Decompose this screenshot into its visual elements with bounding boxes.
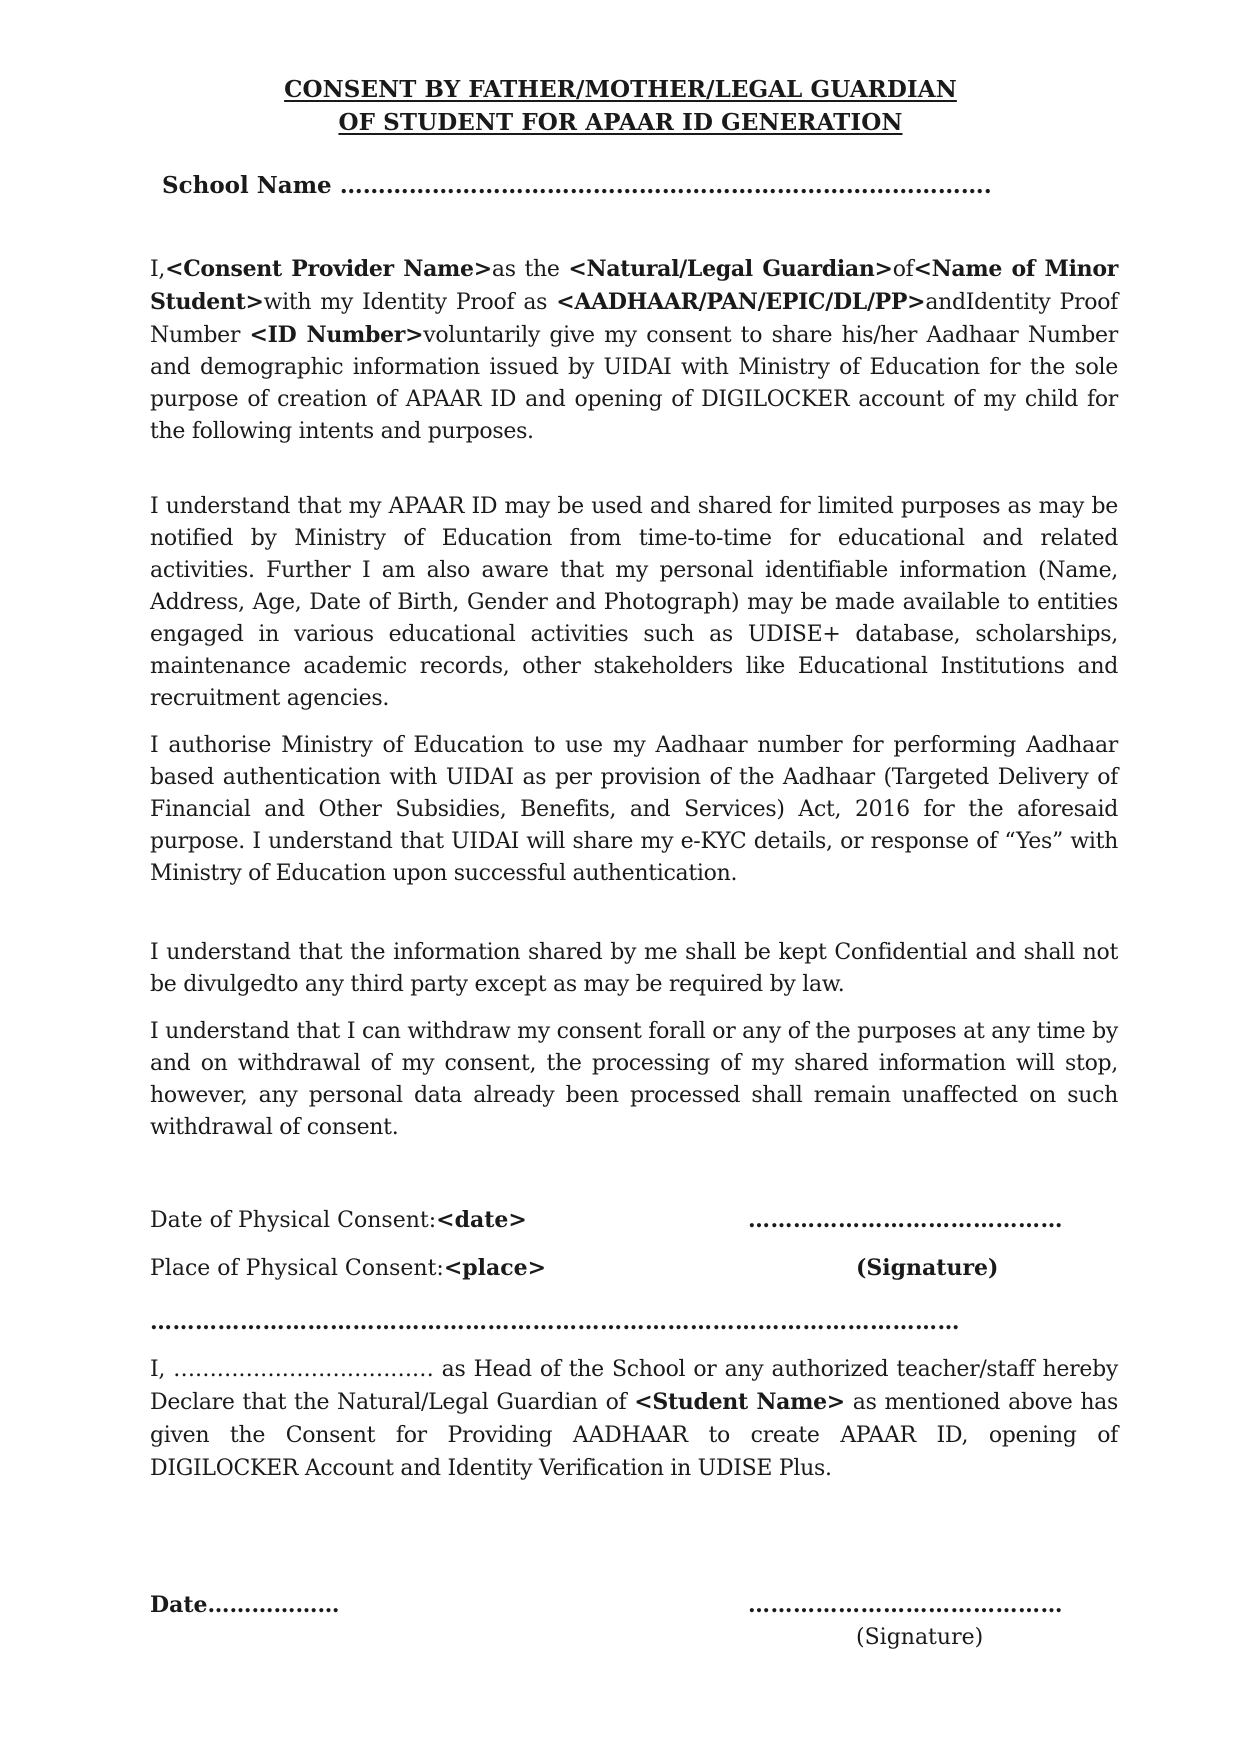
- consent-text-5: andIdentity Proof Number: [150, 290, 1118, 348]
- consent-text-3: of: [892, 257, 914, 282]
- place-of-physical-consent-label: Place of Physical Consent:: [150, 1256, 444, 1281]
- school-name-blank: ………………………………………………………………………….: [339, 172, 992, 199]
- head-signature-line: ……………………………………: [748, 1592, 1063, 1618]
- school-name-label: School Name: [162, 172, 332, 199]
- head-declaration-paragraph: [150, 1353, 1118, 1485]
- guardian-type-placeholder: <Natural/Legal Guardian>: [568, 256, 893, 282]
- section-separator: ………………………………………………………………………………………………: [150, 1309, 960, 1335]
- date-placeholder: <date>: [436, 1207, 527, 1233]
- student-name-placeholder: <Student Name>: [634, 1389, 845, 1415]
- consent-provider-placeholder: <Consent Provider Name>: [165, 256, 492, 282]
- guardian-signature-line: ……………………………………: [748, 1207, 1063, 1233]
- declaration-text-2: as mentioned above has given the Consent for Providing AADHAAR to create APAAR ID, opening of DIGILOCKER Account and Identity Verification in UDISE Plus.: [150, 1390, 1118, 1481]
- apaar-usage-paragraph: I understand that my APAAR ID may be used and shared for limited purposes as may be notified by Ministry of Education from time-to-time for educational and related activities. Further I am also aware that my personal identifiable information (Name, Address, Age, Date of Birth, Gender and Photograph) may be made available to entities engaged in various educational activities such as UDISE+ database, scholarships, maintenance academic records, other stakeholders like Educational Institutions and recruitment agencies.: [150, 494, 1118, 711]
- form-title-line-2: OF STUDENT FOR APAAR ID GENERATION: [338, 109, 903, 136]
- form-title-line-1: CONSENT BY FATHER/MOTHER/LEGAL GUARDIAN: [284, 76, 957, 103]
- date-of-physical-consent: [150, 1204, 527, 1237]
- declaration-date-blank: ………………: [207, 1592, 340, 1618]
- aadhaar-authentication-paragraph: I authorise Ministry of Education to use my Aadhaar number for performing Aadhaar based authentication with UIDAI as per provision of the Aadhaar (Targeted Delivery of Financial and Other Subsidies, Benefits, and Services) Act, 2016 for the aforesaid purpose. I understand that UIDAI will share my e-KYC details, or response of “Yes” with Ministry of Education upon successful authentication.: [150, 733, 1118, 886]
- place-placeholder: <place>: [443, 1255, 547, 1281]
- confidentiality-paragraph: I understand that the information shared by me shall be kept Confidential and shall not be divulgedto any third party except as may be required by law.: [150, 940, 1118, 997]
- guardian-signature-label: (Signature): [856, 1255, 999, 1281]
- declaration-text-1: I, ……………………………… as Head of the School or any authorized teacher/staff hereby Declare that the Natural/Legal Guardian of: [150, 1357, 1118, 1415]
- withdrawal-paragraph: I understand that I can withdraw my consent forall or any of the purposes at any time by and on withdrawal of my consent, the processing of my shared information will stop, however, any personal data already been processed shall remain unaffected on such withdrawal of consent.: [150, 1019, 1118, 1140]
- place-of-physical-consent: [150, 1252, 546, 1285]
- consent-text-6: voluntarily give my consent to share his/her Aadhaar Number and demographic information issued by UIDAI with Ministry of Education for the sole purpose of creation of APAAR ID and opening of DIGILOCKER account of my child for the following intents and purposes.: [150, 323, 1118, 444]
- consent-text-4: with my Identity Proof as: [263, 290, 557, 315]
- school-name-field: [162, 172, 1112, 199]
- id-type-placeholder: <AADHAAR/PAN/EPIC/DL/PP>: [556, 289, 926, 315]
- declaration-date-label: Date: [150, 1592, 208, 1618]
- minor-name-placeholder: <Name of Minor Student>: [150, 256, 1118, 315]
- consent-paragraph: [150, 253, 1118, 448]
- declaration-date: [150, 1589, 340, 1621]
- consent-text-2: as the: [491, 257, 569, 282]
- date-of-physical-consent-label: Date of Physical Consent:: [150, 1208, 437, 1233]
- id-number-placeholder: <ID Number>: [249, 322, 424, 348]
- head-signature-label: (Signature): [856, 1625, 984, 1650]
- consent-text-1: I,: [150, 257, 166, 282]
